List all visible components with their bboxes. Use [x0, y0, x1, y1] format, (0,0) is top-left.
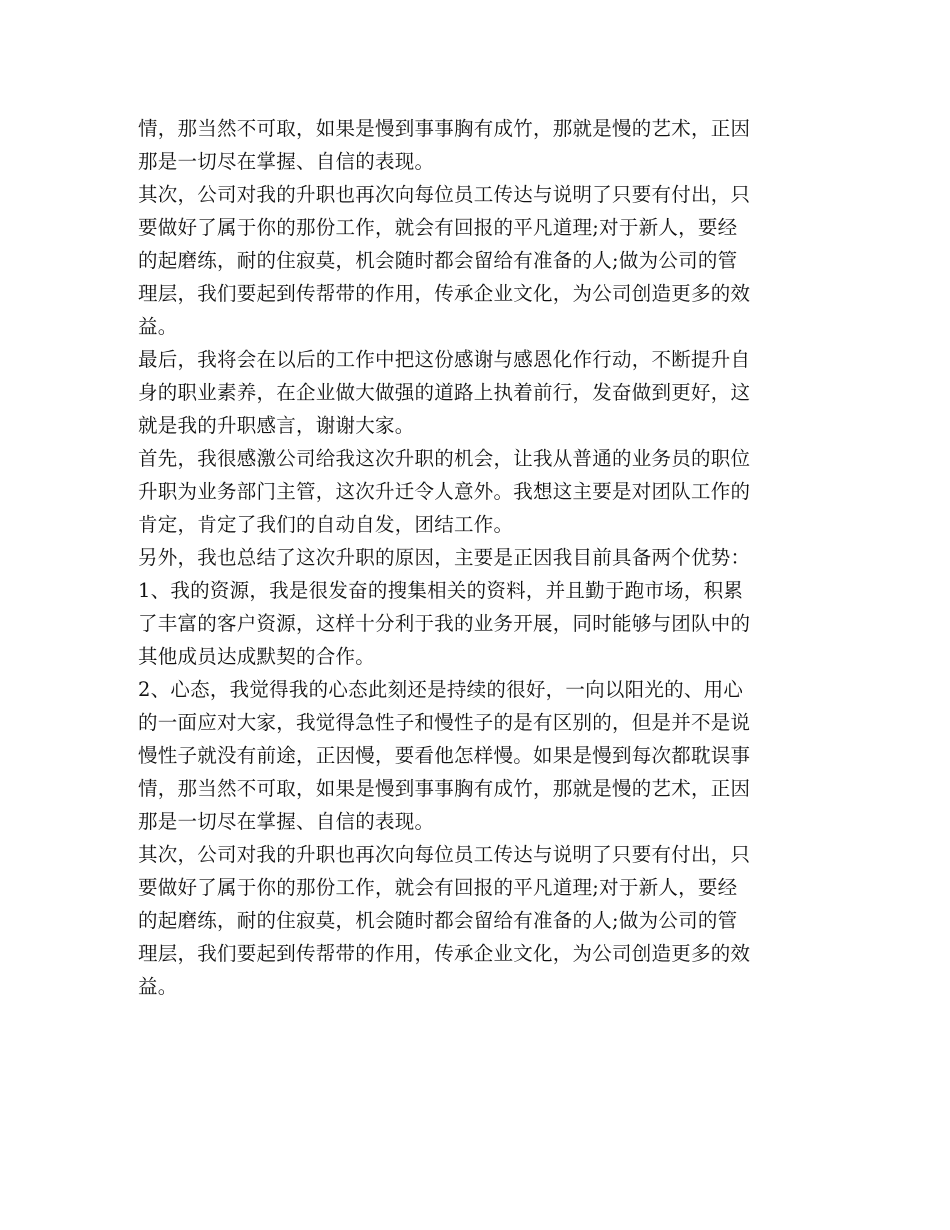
text-line: 那是一切尽在掌握、自信的表现。	[138, 150, 435, 173]
text-line: 情，那当然不可取，如果是慢到事事胸有成竹，那就是慢的艺术，正因	[138, 117, 751, 140]
text-line: 慢性子就没有前途，正因慢，要看他怎样慢。如果是慢到每次都耽误事	[138, 744, 751, 767]
text-line: 要做好了属于你的那份工作，就会有回报的平凡道理;对于新人，要经	[138, 216, 738, 239]
text-line: 那是一切尽在掌握、自信的表现。	[138, 810, 435, 833]
text-line: 首先，我很感激公司给我这次升职的机会，让我从普通的业务员的职位	[138, 447, 751, 470]
text-line: 的一面应对大家，我觉得急性子和慢性子的是有区别的，但是并不是说	[138, 711, 751, 734]
text-line: 升职为业务部门主管，这次升迁令人意外。我想这主要是对团队工作的	[138, 480, 751, 503]
text-line: 2、心态，我觉得我的心态此刻还是持续的很好，一向以阳光的、用心	[138, 678, 744, 701]
text-line: 情，那当然不可取，如果是慢到事事胸有成竹，那就是慢的艺术，正因	[138, 777, 751, 800]
text-line: 要做好了属于你的那份工作，就会有回报的平凡道理;对于新人，要经	[138, 876, 738, 899]
text-line: 了丰富的客户资源，这样十分利于我的业务开展，同时能够与团队中的	[138, 612, 751, 635]
text-line: 最后，我将会在以后的工作中把这份感谢与感恩化作行动，不断提升自	[138, 348, 751, 371]
text-line: 另外，我也总结了这次升职的原因，主要是正因我目前具备两个优势：	[138, 546, 751, 569]
text-line: 其次，公司对我的升职也再次向每位员工传达与说明了只要有付出，只	[138, 183, 751, 206]
text-line: 肯定，肯定了我们的自动自发，团结工作。	[138, 513, 514, 536]
text-line: 就是我的升职感言，谢谢大家。	[138, 414, 415, 437]
text-line: 益。	[138, 315, 178, 338]
text-line: 其他成员达成默契的合作。	[138, 645, 376, 668]
text-line: 益。	[138, 975, 178, 998]
text-line: 的起磨练，耐的住寂莫，机会随时都会留给有准备的人;做为公司的管	[138, 909, 738, 932]
text-line: 身的职业素养，在企业做大做强的道路上执着前行，发奋做到更好，这	[138, 381, 751, 404]
text-line: 1、我的资源，我是很发奋的搜集相关的资料，并且勤于跑市场，积累	[138, 579, 744, 602]
text-line: 理层，我们要起到传帮带的作用，传承企业文化，为公司创造更多的效	[138, 282, 751, 305]
text-line: 的起磨练，耐的住寂莫，机会随时都会留给有准备的人;做为公司的管	[138, 249, 738, 272]
document-body	[138, 112, 814, 1003]
text-line: 理层，我们要起到传帮带的作用，传承企业文化，为公司创造更多的效	[138, 942, 751, 965]
text-line: 其次，公司对我的升职也再次向每位员工传达与说明了只要有付出，只	[138, 843, 751, 866]
